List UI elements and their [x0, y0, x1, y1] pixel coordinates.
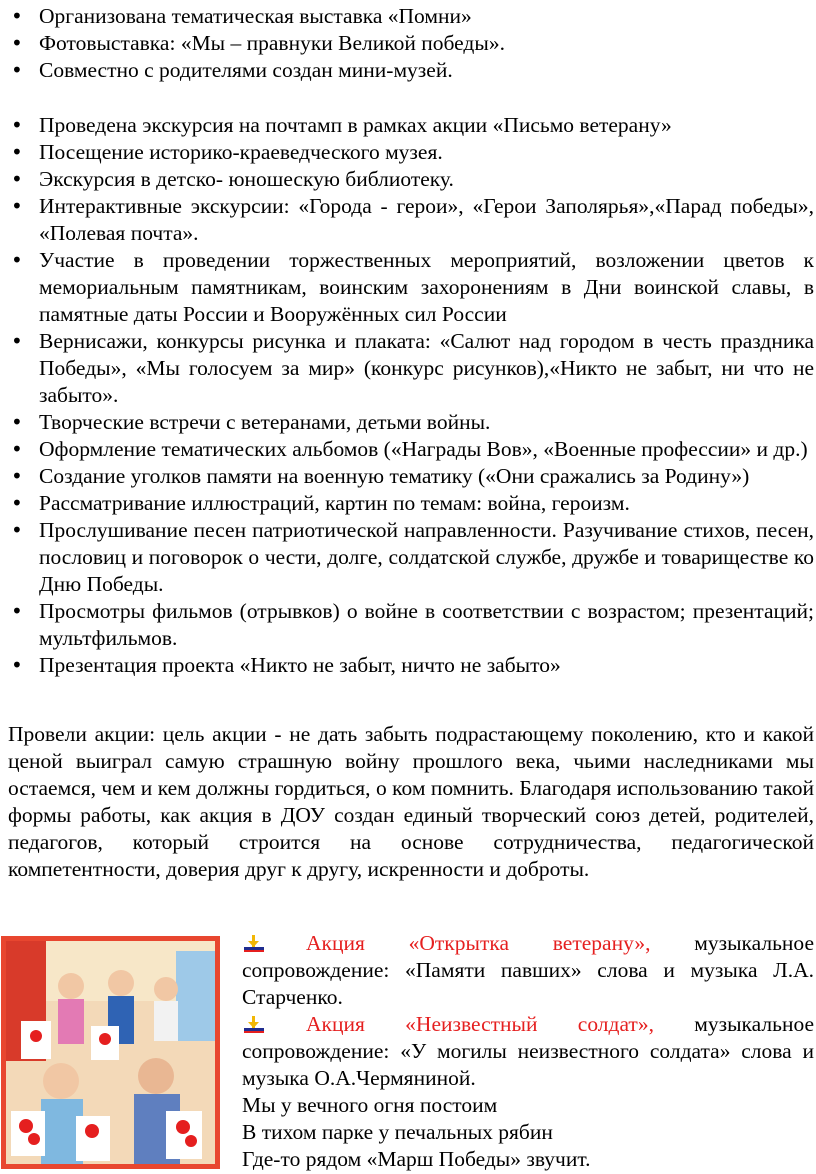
list-item: • Творческие встречи с ветеранами, детьми войны. — [8, 409, 814, 436]
bullet-list-top — [8, 3, 814, 84]
action-1-text: музыкальное сопровождение: «Памяти павших» слова и музыка Л.А. Старченко. — [242, 931, 814, 1009]
list-item: • Создание уголков памяти на военную тематику («Они сражались за Родину») — [8, 463, 814, 490]
action-1 — [242, 930, 814, 1011]
list-item: • Рассматривание иллюстраций, картин по темам: война, героизм. — [8, 490, 814, 517]
poem-line: Мы у вечного огня постоим — [242, 1093, 498, 1117]
arrow-bullet-icon — [242, 1014, 266, 1034]
action-1-title: Акция «Открытка ветерану», — [306, 931, 651, 955]
children-photo — [1, 936, 220, 1169]
list-item: • Презентация проекта «Никто не забыт, ничто не забыто» — [8, 652, 814, 679]
list-item: • Совместно с родителями создан мини-музей. — [8, 57, 814, 84]
list-item: • Фотовыставка: «Мы – правнуки Великой победы». — [8, 30, 814, 57]
poem-line: В тихом парке у печальных рябин — [242, 1120, 553, 1144]
actions-paragraph: Провели акции: цель акции - не дать забыть подрастающему поколению, кто и какой ценой выиграл самую страшную войну прошлого века, чьими наследниками мы остаемся, чем и кем должны гордиться, о ком помнить. Благодаря использованию такой формы работы, как акция в ДОУ создан единый творческий союз детей, родителей, педагогов, который строится на основе сотрудничества, педагогической компетентности, доверия друг к другу, искренности и доброты. — [8, 722, 814, 881]
actions-section — [242, 930, 814, 1173]
list-item: • Вернисажи, конкурсы рисунка и плаката: «Салют над городом в честь праздника Победы», «Мы голосуем за мир» (конкурс рисунков),«Никто не забыт, ни что не забыто». — [8, 328, 814, 409]
list-item: • Проведена экскурсия на почтамп в рамках акции «Письмо ветерану» — [8, 112, 814, 139]
action-2 — [242, 1011, 814, 1092]
list-item: • Участие в проведении торжественных мероприятий, возложении цветов к мемориальным памятникам, воинским захоронениям в Дни воинской славы, в памятные даты России и Вооружённых сил России — [8, 247, 814, 328]
bullet-list-main — [8, 112, 814, 679]
list-item: • Просмотры фильмов (отрывков) о войне в соответствии с возрастом; презентаций; мультфильмов. — [8, 598, 814, 652]
action-2-title: Акция «Неизвестный солдат», — [306, 1012, 654, 1036]
list-item: • Посещение историко-краеведческого музея. — [8, 139, 814, 166]
arrow-bullet-icon — [242, 933, 266, 953]
children-with-cards-image — [6, 941, 215, 1164]
list-item: • Организована тематическая выставка «Помни» — [8, 3, 814, 30]
list-item: • Экскурсия в детско- юношескую библиотеку. — [8, 166, 814, 193]
poem-line: Где-то рядом «Марш Победы» звучит. — [242, 1147, 591, 1171]
action-2-text: музыкальное сопровождение: «У могилы неизвестного солдата» слова и музыка О.А.Чермяниной. — [242, 1012, 815, 1090]
list-item: • Прослушивание песен патриотической направленности. Разучивание стихов, песен, пословиц и поговорок о чести, долге, солдатской службе, дружбе и товариществе ко Дню Победы. — [8, 517, 814, 598]
list-item: • Интерактивные экскурсии: «Города - герои», «Герои Заполярья»,«Парад победы», «Полевая почта». — [8, 193, 814, 247]
list-item: • Оформление тематических альбомов («Награды Вов», «Военные профессии» и др.) — [8, 436, 814, 463]
